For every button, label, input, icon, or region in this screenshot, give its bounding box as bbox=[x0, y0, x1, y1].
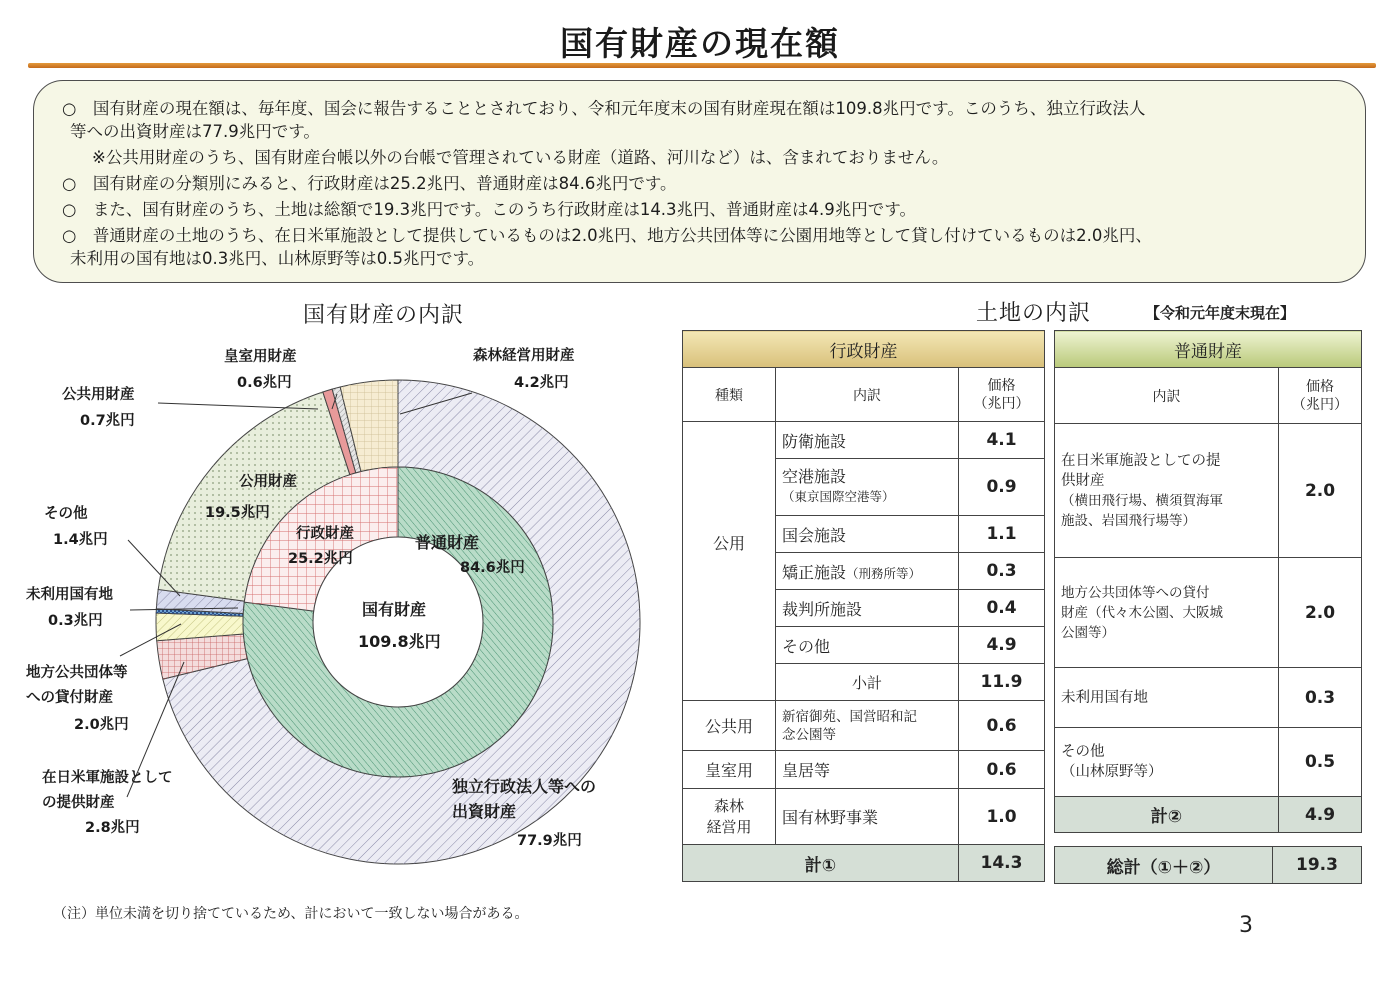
row-detail-line-1: その他 bbox=[1061, 744, 1105, 760]
row-detail bbox=[1055, 728, 1279, 797]
col-price-unit: （兆円） bbox=[973, 395, 1030, 412]
cat-koushitsu: 皇室用 bbox=[683, 751, 776, 789]
row-price: 0.5 bbox=[1279, 728, 1362, 797]
label-koukyou-value: 0.7兆円 bbox=[80, 413, 135, 429]
col-detail: 内訳 bbox=[1055, 368, 1279, 424]
summary-line-7: 未利用の国有地は0.3兆円、山林原野等は0.5兆円です。 bbox=[70, 249, 485, 268]
summary-line-6: ○ 普通財産の土地のうち、在日米軍施設として提供しているものは2.0兆円、地方公共団体等に公園用地等として貸し付けているものは2.0兆円、 bbox=[62, 226, 1152, 245]
row-price: 2.0 bbox=[1279, 424, 1362, 558]
row-detail-line-4: 施設、岩国飛行場等） bbox=[1061, 512, 1196, 529]
gyousei-total-value: 14.3 bbox=[959, 845, 1045, 882]
label-sonota-name: その他 bbox=[44, 506, 88, 522]
label-shussi-value: 77.9兆円 bbox=[517, 833, 582, 849]
row-price: 0.3 bbox=[959, 553, 1045, 590]
row-detail-line-2: 供財産 bbox=[1061, 472, 1105, 489]
label-gyousei-name: 行政財産 bbox=[296, 526, 354, 542]
label-kouyou-value: 19.5兆円 bbox=[205, 505, 270, 521]
row-price: 0.3 bbox=[1279, 668, 1362, 728]
col-price-label: 価格 bbox=[1306, 378, 1334, 395]
label-shinrin-name: 森林経営用財産 bbox=[473, 348, 575, 364]
chart-title: 国有財産の内訳 bbox=[303, 303, 465, 328]
row-price: 1.0 bbox=[959, 789, 1045, 845]
table-row bbox=[1055, 668, 1362, 728]
row-detail-line-1: 新宿御苑、国営昭和記 bbox=[782, 708, 917, 725]
label-kashitsuke-value: 2.0兆円 bbox=[74, 717, 129, 733]
label-koushitsu-value: 0.6兆円 bbox=[237, 375, 292, 391]
cat-shinrin-line-2: 経営用 bbox=[706, 817, 752, 836]
label-gyousei-value: 25.2兆円 bbox=[288, 551, 353, 567]
cat-koukyou: 公共用 bbox=[683, 701, 776, 751]
page-title: 国有財産の現在額 bbox=[560, 24, 840, 63]
table-row bbox=[683, 789, 1045, 845]
row-detail: 皇居等 bbox=[776, 751, 959, 789]
label-shinrin-value: 4.2兆円 bbox=[514, 375, 569, 391]
gyousei-table bbox=[682, 330, 1045, 882]
summary-line-1: ○ 国有財産の現在額は、毎年度、国会に報告することとされており、令和元年度末の国有財産現在額は109.8兆円です。このうち、独立行政法人 bbox=[62, 99, 1146, 118]
label-miriyou-name: 未利用国有地 bbox=[26, 587, 113, 603]
center-label: 国有財産 bbox=[362, 600, 427, 619]
row-detail-main: 矯正施設 bbox=[782, 562, 847, 582]
row-detail-line-1: 地方公共団体等への貸付 bbox=[1061, 584, 1210, 601]
row-detail bbox=[776, 553, 959, 590]
label-koushitsu-name: 皇室用財産 bbox=[224, 349, 297, 365]
row-detail: 裁判所施設 bbox=[776, 590, 959, 627]
row-detail-line-2: （山林原野等） bbox=[1061, 764, 1163, 780]
row-detail bbox=[1055, 424, 1279, 558]
row-detail-sub: （東京国際空港等） bbox=[782, 489, 895, 504]
grand-total-label: 総計（①＋②） bbox=[1055, 847, 1273, 884]
grand-total-table bbox=[1054, 846, 1362, 884]
label-kashitsuke-name-2: への貸付財産 bbox=[26, 690, 113, 706]
col-detail: 内訳 bbox=[776, 368, 959, 422]
label-shussi-name-2: 出資財産 bbox=[452, 802, 517, 821]
futsuu-header: 普通財産 bbox=[1055, 331, 1362, 368]
row-detail: 国有林野事業 bbox=[776, 789, 959, 845]
page-number: 3 bbox=[1239, 913, 1253, 938]
summary-line-2: 等への出資財産は77.9兆円です。 bbox=[70, 122, 320, 141]
label-miriyou-value: 0.3兆円 bbox=[48, 613, 103, 629]
row-detail: 防衛施設 bbox=[776, 422, 959, 459]
cat-shinrin-line-1: 森林 bbox=[713, 796, 744, 815]
row-detail-main: 空港施設 bbox=[782, 467, 847, 486]
table-row bbox=[1055, 558, 1362, 668]
grand-total-row bbox=[1055, 847, 1362, 884]
gyousei-total-label: 計① bbox=[683, 845, 959, 882]
table-header-row bbox=[1055, 331, 1362, 368]
row-detail: 未利用国有地 bbox=[1055, 668, 1279, 728]
subtotal-value: 11.9 bbox=[959, 664, 1045, 701]
row-detail-line-3: 公園等） bbox=[1061, 624, 1115, 641]
row-price: 0.6 bbox=[959, 751, 1045, 789]
table-row bbox=[683, 751, 1045, 789]
label-kashitsuke-name-1: 地方公共団体等 bbox=[26, 665, 128, 681]
label-shussi-name-1: 独立行政法人等への bbox=[452, 777, 597, 796]
row-price: 0.6 bbox=[959, 701, 1045, 751]
label-beigun-name-2: の提供財産 bbox=[42, 795, 115, 811]
col-type: 種類 bbox=[683, 368, 776, 422]
label-sonota-value: 1.4兆円 bbox=[53, 532, 108, 548]
row-detail-line-1: 在日米軍施設としての提 bbox=[1061, 452, 1221, 469]
column-header-row bbox=[1055, 368, 1362, 424]
footnote: （注）単位未満を切り捨てているため、計において一致しない場合がある。 bbox=[53, 906, 529, 922]
table-row bbox=[1055, 728, 1362, 797]
label-beigun-name-1: 在日米軍施設として bbox=[42, 770, 173, 786]
row-detail-line-2: 念公園等 bbox=[782, 726, 836, 743]
row-detail: 国会施設 bbox=[776, 516, 959, 553]
row-price: 2.0 bbox=[1279, 558, 1362, 668]
label-kouyou-name: 公用財産 bbox=[239, 474, 297, 490]
col-price-label: 価格 bbox=[987, 377, 1016, 394]
label-koukyou-name: 公共用財産 bbox=[62, 387, 135, 403]
table-row bbox=[683, 422, 1045, 459]
row-detail bbox=[776, 459, 959, 516]
cat-shinrin bbox=[683, 789, 776, 845]
col-price bbox=[1279, 368, 1362, 424]
label-beigun-value: 2.8兆円 bbox=[85, 820, 140, 836]
row-detail: その他 bbox=[776, 627, 959, 664]
cat-kouyou: 公用 bbox=[683, 422, 776, 664]
table-header-row bbox=[683, 331, 1045, 368]
row-detail-line-2: 財産（代々木公園、大阪城 bbox=[1061, 604, 1223, 621]
row-detail-line-3: （横田飛行場、横須賀海軍 bbox=[1061, 492, 1223, 509]
label-futsuu-name: 普通財産 bbox=[415, 533, 480, 552]
col-price-unit: （兆円） bbox=[1292, 396, 1348, 413]
row-price: 1.1 bbox=[959, 516, 1045, 553]
subtotal-label: 小計 bbox=[776, 664, 959, 701]
land-date-note: 【令和元年度末現在】 bbox=[1145, 304, 1296, 322]
column-header-row bbox=[683, 368, 1045, 422]
row-detail bbox=[776, 701, 959, 751]
row-price: 0.9 bbox=[959, 459, 1045, 516]
gyousei-header: 行政財産 bbox=[683, 331, 1045, 368]
grand-total-value: 19.3 bbox=[1273, 847, 1362, 884]
row-price: 4.9 bbox=[959, 627, 1045, 664]
futsuu-total-value: 4.9 bbox=[1279, 797, 1362, 833]
row-price: 0.4 bbox=[959, 590, 1045, 627]
table-row bbox=[1055, 424, 1362, 558]
summary-note: ※公共用財産のうち、国有財産台帳以外の台帳で管理されている財産（道路、河川など）は、含まれておりません。 bbox=[92, 148, 949, 167]
summary-line-5: ○ また、国有財産のうち、土地は総額で19.3兆円です。このうち行政財産は14.3兆円、普通財産は4.9兆円です。 bbox=[62, 200, 916, 219]
land-title: 土地の内訳 bbox=[976, 301, 1092, 326]
label-futsuu-value: 84.6兆円 bbox=[460, 560, 525, 576]
futsuu-table bbox=[1054, 330, 1362, 833]
subtotal-row bbox=[683, 664, 1045, 701]
center-value: 109.8兆円 bbox=[358, 632, 441, 651]
row-price: 4.1 bbox=[959, 422, 1045, 459]
row-detail-sub: （刑務所等） bbox=[846, 565, 922, 581]
table-row bbox=[683, 701, 1045, 751]
row-detail bbox=[1055, 558, 1279, 668]
futsuu-total-label: 計② bbox=[1055, 797, 1279, 833]
col-price bbox=[959, 368, 1045, 422]
summary-line-4: ○ 国有財産の分類別にみると、行政財産は25.2兆円、普通財産は84.6兆円です。 bbox=[62, 174, 677, 193]
total-row bbox=[1055, 797, 1362, 833]
total-row bbox=[683, 845, 1045, 882]
